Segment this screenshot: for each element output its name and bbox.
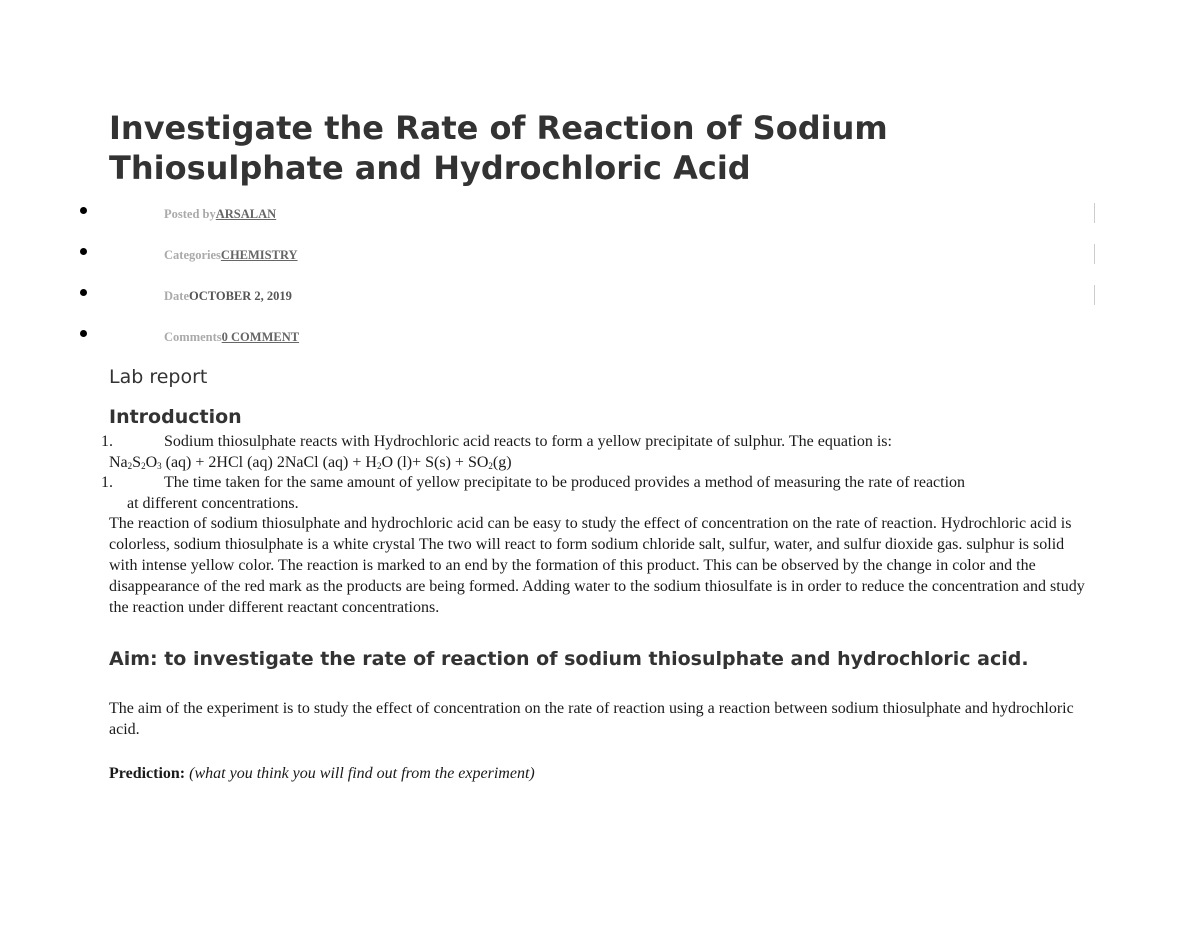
- page-title: Investigate the Rate of Reaction of Sodium Thiosulphate and Hydrochloric Acid: [109, 109, 888, 187]
- post-meta-list: [0, 196, 1200, 360]
- list-item-text: Sodium thiosulphate reacts with Hydrochloric acid reacts to form a yellow precipitate of sulphur. The equation is:: [164, 433, 892, 450]
- bullet-icon: [80, 207, 87, 214]
- bullet-icon: [80, 248, 87, 255]
- meta-date: [0, 278, 1200, 319]
- list-item-text-continued: at different concentrations.: [127, 495, 299, 512]
- date-value: OCTOBER 2, 2019: [189, 289, 292, 303]
- aim-paragraph: The aim of the experiment is to study the effect of concentration on the rate of reaction using a reaction between sodium thiosulphate and hydrochloric acid.: [109, 700, 1074, 738]
- prediction-text: (what you think you will find out from the experiment): [189, 765, 535, 782]
- introduction-paragraph: The reaction of sodium thiosulphate and hydrochloric acid can be easy to study the effect of concentration on the rate of reaction. Hydrochloric acid is colorless, sodium thiosulphate is a white crystal The two will react to form sodium chloride salt, sulfur, water, and sulfur dioxide gas. sulphur is solid with intense yellow color. The reaction is marked to an end by the formation of this product. This can be observed by the change in color and the disappearance of the red mark as the products are being formed. Adding water to the sodium thiosulfate is in order to reduce the concentration and study the reaction under different reactant concentrations.: [109, 515, 1085, 616]
- prediction-line: [109, 763, 535, 784]
- list-number: 1.: [101, 474, 113, 491]
- meta-comments: [0, 319, 1200, 360]
- author-link[interactable]: ARSALAN: [215, 207, 277, 221]
- list-item-text: The time taken for the same amount of yellow precipitate to be produced provides a method of measuring the rate of reaction: [164, 474, 966, 491]
- meta-posted-by: [0, 196, 1200, 237]
- bullet-icon: [80, 330, 87, 337]
- date-label: Date: [164, 289, 189, 303]
- posted-by-label: Posted by: [164, 207, 216, 221]
- prediction-label: Prediction:: [109, 765, 186, 782]
- meta-categories: [0, 237, 1200, 278]
- reaction-equation: $Na_2S_2O_3$ (aq) + 2HCl (aq) 2NaCl $(aq) + H_2O$ $(l)+ S(s) + SO_2(g)$: [109, 454, 512, 471]
- list-number: 1.: [101, 433, 113, 450]
- category-link[interactable]: CHEMISTRY: [220, 248, 298, 262]
- aim-heading: Aim: to investigate the rate of reaction of sodium thiosulphate and hydrochloric acid.: [109, 648, 1029, 670]
- meta-separator: [1094, 244, 1095, 264]
- lab-report-heading: Lab report: [109, 366, 208, 388]
- categories-label: Categories: [164, 248, 221, 262]
- introduction-heading: Introduction: [109, 406, 242, 428]
- meta-separator: [1094, 285, 1095, 305]
- comments-link[interactable]: 0 COMMENT: [221, 330, 300, 344]
- meta-separator: [1094, 203, 1095, 223]
- comments-label: Comments: [164, 330, 222, 344]
- bullet-icon: [80, 289, 87, 296]
